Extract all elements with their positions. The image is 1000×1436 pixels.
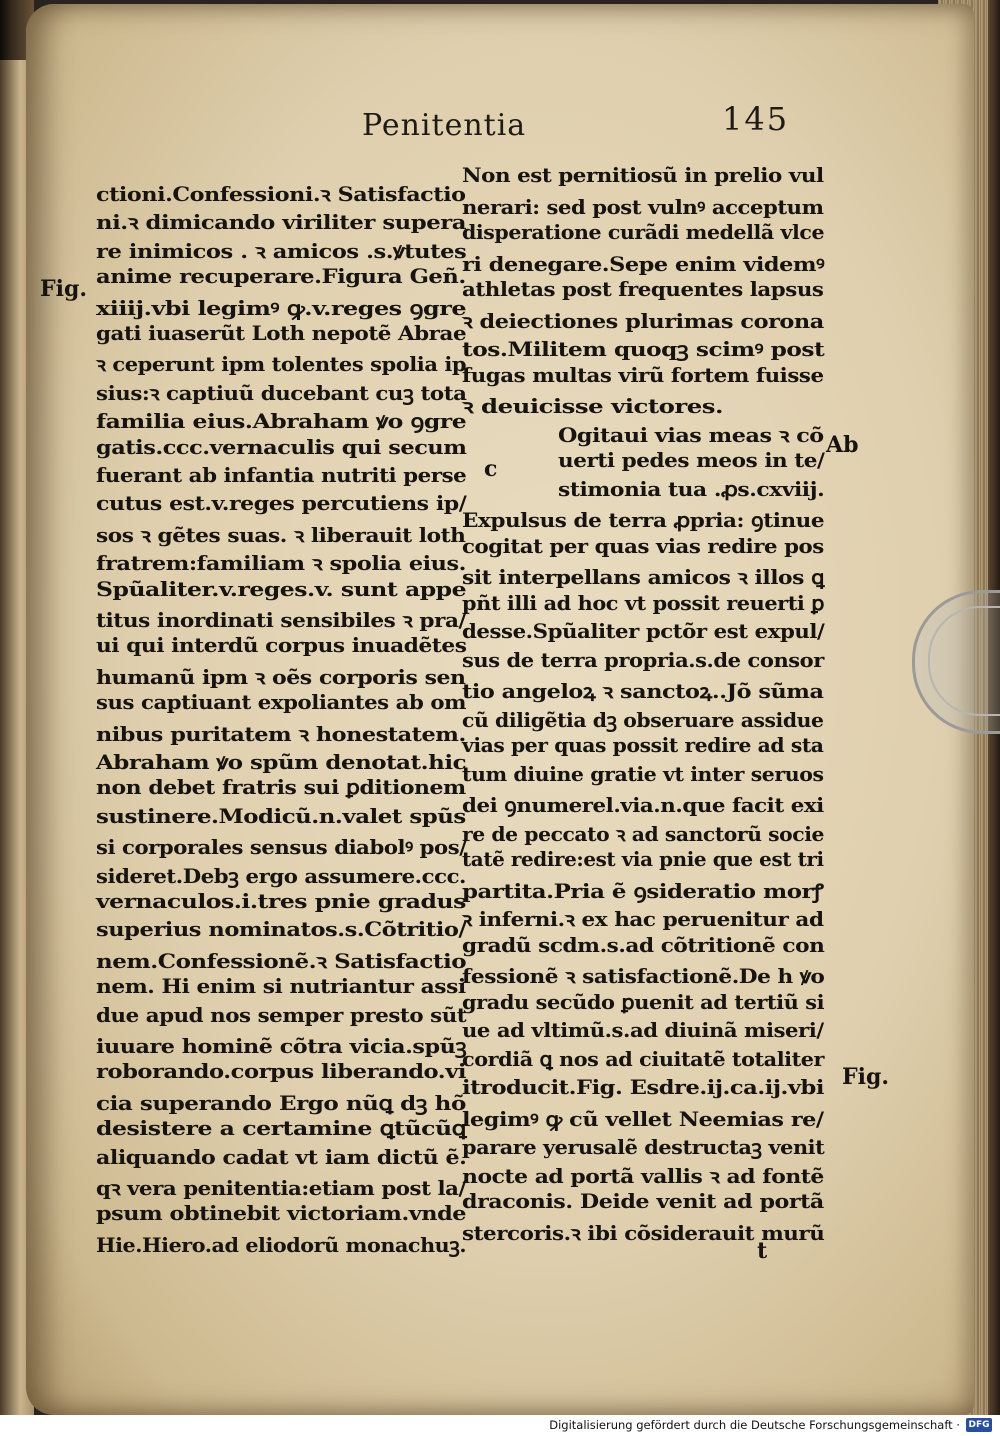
text-line: psum obtinebit victoriam.vnde bbox=[96, 1202, 467, 1226]
text-line: uerti pedes meos in te/ bbox=[558, 449, 825, 472]
text-line: familia eius.Abraham ꝟo ꝯgre bbox=[96, 410, 467, 434]
text-line: sos ꝛ gẽtes suas. ꝛ liberauit loth bbox=[96, 523, 466, 547]
text-line: athletas post frequentes lapsus bbox=[462, 278, 824, 301]
text-line: ꝛ deuicisse victores. bbox=[462, 395, 723, 418]
text-line: gati iuaserũt Loth nepotẽ Abrae bbox=[96, 322, 467, 345]
text-line: tio angeloꝝ ꝛ sanctoꝝ..Jõ sũma bbox=[462, 680, 824, 703]
text-line: non debet fratris sui ꝑditionem bbox=[96, 776, 466, 800]
text-line: nem.Confessionẽ.ꝛ Satisfactio bbox=[96, 949, 467, 973]
text-line: ꝛ inferni.ꝛ ex hac peruenitur ad bbox=[462, 908, 824, 931]
text-line: cũ diligẽtia dꝫ obseruare assidue bbox=[462, 708, 824, 732]
text-line: desistere a certamine ꝗtũcũꝗ bbox=[96, 1117, 467, 1141]
text-line: stimonia tua .ꝓs.cxviij. bbox=[558, 477, 825, 501]
text-line: titus inordinati sensibiles ꝛ pra/ bbox=[96, 609, 466, 632]
text-line: sius:ꝛ captiuũ ducebant cuꝫ tota bbox=[96, 381, 467, 405]
text-line: anime recuperare.Figura Geñ. bbox=[96, 265, 466, 289]
digitization-footer bbox=[0, 1415, 1000, 1436]
text-line: cutus est.v.reges percutiens ip/ bbox=[96, 492, 467, 516]
running-head: Penitentia bbox=[362, 108, 527, 143]
text-line: nibus puritatem ꝛ honestatem. bbox=[96, 722, 466, 746]
margin-note-ab: Ab bbox=[826, 432, 859, 458]
text-line: fratrem:familiam ꝛ spolia eius. bbox=[96, 552, 467, 576]
text-line: fuerant ab infantia nutriti perse bbox=[96, 464, 467, 487]
text-line: stercoris.ꝛ ibi cõsiderauit murũ bbox=[462, 1221, 825, 1245]
text-line: nem. Hi enim si nutriantur assi bbox=[96, 975, 466, 999]
text-line: gradũ scdm.s.ad cõtritionẽ con bbox=[462, 933, 825, 957]
text-line: iuuare hominẽ cõtra vicia.spũꝫ bbox=[96, 1035, 467, 1058]
text-line: gatis.ccc.vernaculis qui secum bbox=[96, 435, 467, 459]
text-line: tum diuine gratie vt inter seruos bbox=[462, 762, 824, 786]
text-line: tos.Militem quoqꝫ scimꝰ post bbox=[462, 338, 825, 361]
text-line: sus captiuant expoliantes ab om bbox=[96, 691, 467, 715]
text-line: cogitat per quas vias redire pos bbox=[462, 534, 824, 558]
text-line: pñt illi ad hoc vt possit reuerti ꝑ bbox=[462, 591, 824, 615]
text-line: cordiã ꝗ nos ad ciuitatẽ totaliter bbox=[462, 1047, 825, 1071]
margin-note-fig-right: Fig. bbox=[842, 1064, 890, 1090]
text-line: roborando.corpus liberando.vi bbox=[96, 1060, 466, 1084]
text-line: xiiij.vbi legimꝰ ꝙ.v.reges ꝯgre bbox=[96, 296, 467, 320]
text-line: ui qui interdũ corpus inuadẽtes bbox=[96, 634, 467, 658]
text-line: legimꝰ ꝙ cũ vellet Neemias re/ bbox=[462, 1107, 824, 1131]
drop-initial: c bbox=[484, 456, 498, 482]
text-line: ctioni.Confessioni.ꝛ Satisfactio bbox=[96, 183, 466, 206]
text-line: humanũ ipm ꝛ oẽs corporis sen bbox=[96, 665, 466, 689]
text-line: tatẽ redire:est via pnie que est tri bbox=[462, 848, 824, 871]
page-number: 145 bbox=[722, 100, 790, 138]
text-line: cia superando Ergo nũꝗ dꝫ hõ bbox=[96, 1091, 466, 1115]
text-line: partita.Pria ẽ ꝯsideratio morꝭ bbox=[462, 879, 824, 903]
dfg-logo: DFG bbox=[966, 1418, 992, 1432]
text-line: vias per quas possit redire ad sta bbox=[462, 734, 824, 757]
catchword: t bbox=[757, 1238, 768, 1264]
text-line: si corporales sensus diabolꝰ pos/ bbox=[96, 836, 467, 860]
text-line: nerari: sed post vulnꝰ acceptum bbox=[462, 195, 824, 219]
text-line: draconis. Deide venit ad portã bbox=[462, 1190, 824, 1213]
text-line: Non est pernitiosũ in prelio vul bbox=[462, 164, 824, 187]
text-line: ꝛ deiectiones plurimas corona bbox=[462, 309, 824, 333]
text-line: gradu secũdo ꝑuenit ad tertiũ si bbox=[462, 990, 825, 1014]
text-line: Ogitaui vias meas ꝛ cõ bbox=[558, 423, 824, 447]
text-line: dei ꝯnumerel.via.n.que facit exi bbox=[462, 794, 824, 817]
text-line: ꝛ ceperunt ipm tolentes spolia ip bbox=[96, 353, 467, 377]
text-line: vernaculos.i.tres pnie gradus bbox=[96, 890, 466, 913]
text-line: sustinere.Modicũ.n.valet spũs bbox=[96, 804, 466, 828]
text-line: Spũaliter.v.reges.v. sunt appe bbox=[96, 577, 467, 601]
text-line: aliquando cadat vt iam dictũ ẽ. bbox=[96, 1145, 467, 1169]
text-line: ri denegare.Sepe enim videmꝰ bbox=[462, 252, 825, 276]
text-line: ue ad vltimũ.s.ad diuinã miseri/ bbox=[462, 1019, 824, 1042]
text-line: sit interpellans amicos ꝛ illos ꝗ bbox=[462, 566, 825, 589]
text-line: superius nominatos.s.Cõtritio/ bbox=[96, 918, 467, 942]
text-line: Hie.Hiero.ad eliodorũ monachuꝫ. bbox=[96, 1233, 467, 1257]
text-line: sus de terra propria.s.de consor bbox=[462, 648, 824, 672]
text-line: nocte ad portã vallis ꝛ ad fontẽ bbox=[462, 1164, 824, 1188]
text-line: desse.Spũaliter pctõr est expul/ bbox=[462, 620, 825, 643]
funding-credit: Digitalisierung gefördert durch die Deutsche Forschungsgemeinschaft · bbox=[549, 1418, 960, 1432]
text-line: due apud nos semper presto sũt bbox=[96, 1003, 467, 1027]
text-line: ni.ꝛ dimicando viriliter supera bbox=[96, 211, 467, 235]
text-line: re de peccato ꝛ ad sanctorũ socie bbox=[462, 822, 825, 846]
text-line: qꝛ vera penitentia:etiam post la/ bbox=[96, 1177, 466, 1200]
margin-note-fig-left: Fig. bbox=[40, 276, 88, 302]
text-line: fugas multas virũ fortem fuisse bbox=[462, 363, 824, 387]
text-line: parare yerusalẽ destructaꝫ venit bbox=[462, 1136, 825, 1159]
text-line: Abraham ꝟo spũm denotat.hic bbox=[96, 751, 467, 774]
text-line: disperatione curãdi medellã vlce bbox=[462, 221, 825, 244]
text-line: sideret.Debꝫ ergo assumere.ccc. bbox=[96, 864, 467, 888]
text-line: itroducit.Fig. Esdre.ij.ca.ij.vbi bbox=[462, 1076, 824, 1099]
text-line: Expulsus de terra ꝓpria: ꝯtinue bbox=[462, 509, 825, 532]
text-line: fessionẽ ꝛ satisfactionẽ.De h ꝟo bbox=[462, 965, 825, 988]
text-line: re inimicos . ꝛ amicos .s.ꝟtutes bbox=[96, 239, 467, 263]
